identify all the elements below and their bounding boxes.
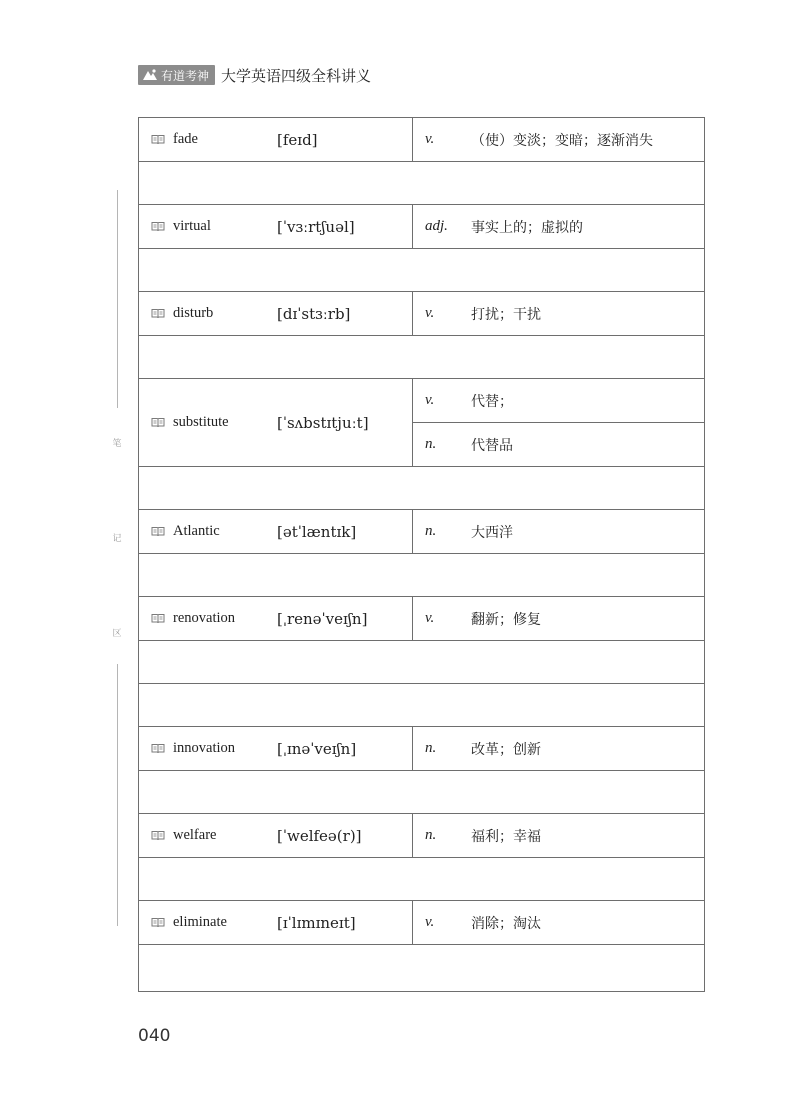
vocab-entry-row — [139, 597, 705, 641]
note-cell — [139, 641, 705, 684]
book-icon — [151, 221, 165, 232]
book-icon — [151, 743, 165, 754]
meaning: 代替； — [471, 393, 513, 410]
note-row — [139, 162, 705, 205]
word-cell — [139, 205, 413, 249]
note-cell — [139, 554, 705, 597]
meaning: 打扰；干扰 — [471, 306, 541, 323]
headword: virtual — [173, 218, 211, 234]
part-of-speech: v. — [425, 131, 435, 147]
part-of-speech: v. — [425, 914, 435, 930]
vocab-table — [138, 117, 705, 992]
definition-cell — [413, 292, 705, 336]
note-row — [139, 771, 705, 814]
book-icon — [151, 613, 165, 624]
part-of-speech: adj. — [425, 218, 448, 234]
definition-cell — [413, 901, 705, 945]
headword: substitute — [173, 414, 229, 430]
meaning: 大西洋 — [471, 524, 513, 541]
part-of-speech: v. — [425, 392, 435, 408]
definition-cell — [413, 510, 705, 554]
note-row — [139, 945, 705, 992]
meaning: 改革；创新 — [471, 741, 541, 758]
vocab-entry-row — [139, 727, 705, 771]
word-cell — [139, 814, 413, 858]
meaning: （使）变淡；变暗；逐渐消失 — [471, 132, 653, 149]
note-cell — [139, 336, 705, 379]
definition-cell — [413, 727, 705, 771]
word-cell — [139, 118, 413, 162]
definition-cell — [413, 814, 705, 858]
note-row — [139, 554, 705, 597]
phonetic: [ˈvɜːrtʃuəl] — [277, 217, 355, 236]
note-row — [139, 249, 705, 292]
vocab-entry-row — [139, 901, 705, 945]
word-cell — [139, 727, 413, 771]
headword: renovation — [173, 610, 236, 626]
book-icon — [151, 830, 165, 841]
note-cell — [139, 467, 705, 510]
note-row — [139, 858, 705, 901]
headword: fade — [173, 131, 198, 147]
phonetic: [dɪˈstɜːrb] — [277, 304, 351, 323]
definition-cell — [413, 118, 705, 162]
headword: Atlantic — [173, 523, 220, 539]
meaning: 消除；淘汰 — [471, 915, 541, 932]
note-cell — [139, 162, 705, 205]
vocab-entry-row — [139, 814, 705, 858]
meaning: 代替品 — [471, 437, 513, 454]
margin-note-char: 笔 — [112, 439, 122, 449]
phonetic: [ˌɪnəˈveɪʃn] — [277, 739, 357, 758]
note-row — [139, 336, 705, 379]
phonetic: [ɪˈlɪmɪneɪt] — [277, 913, 356, 932]
part-of-speech: v. — [425, 305, 435, 321]
book-icon — [151, 417, 165, 428]
note-row — [139, 641, 705, 684]
note-cell — [139, 771, 705, 814]
book-icon — [151, 526, 165, 537]
part-of-speech: n. — [425, 740, 437, 756]
page-header — [138, 64, 371, 86]
vocab-entry-row — [139, 292, 705, 336]
meaning: 福利；幸福 — [471, 828, 541, 845]
note-cell — [139, 945, 705, 992]
margin-note-char: 区 — [112, 629, 122, 639]
headword: welfare — [173, 827, 217, 843]
margin-divider-top — [117, 190, 118, 408]
word-cell — [139, 379, 413, 467]
note-cell — [139, 249, 705, 292]
meaning: 翻新；修复 — [471, 611, 541, 628]
book-icon — [151, 308, 165, 319]
note-cell — [139, 858, 705, 901]
book-icon — [151, 917, 165, 928]
definition-cell — [413, 379, 705, 423]
part-of-speech: n. — [425, 523, 437, 539]
margin-note-char: 记 — [112, 534, 122, 544]
definition-cell — [413, 423, 705, 467]
vocab-entry-row — [139, 510, 705, 554]
part-of-speech: v. — [425, 610, 435, 626]
phonetic: [ˌrenəˈveɪʃn] — [277, 609, 368, 628]
headword: eliminate — [173, 914, 227, 930]
vocab-entry-row — [139, 118, 705, 162]
vocab-entry-row — [139, 205, 705, 249]
phonetic: [feɪd] — [277, 130, 318, 149]
brand-name: 有道考神 — [161, 68, 210, 83]
word-cell — [139, 510, 413, 554]
definition-cell — [413, 597, 705, 641]
note-cell — [139, 684, 705, 727]
phonetic: [ˈsʌbstɪtjuːt] — [277, 413, 369, 432]
definition-cell — [413, 205, 705, 249]
vocab-entry-row — [139, 379, 705, 423]
note-row — [139, 467, 705, 510]
meaning: 事实上的；虚拟的 — [471, 219, 583, 236]
headword: disturb — [173, 305, 214, 321]
word-cell — [139, 901, 413, 945]
book-title: 大学英语四级全科讲义 — [221, 66, 372, 85]
page-number: 040 — [138, 1026, 171, 1046]
word-cell — [139, 597, 413, 641]
note-row — [139, 684, 705, 727]
brand-logo — [138, 65, 215, 85]
part-of-speech: n. — [425, 436, 437, 452]
phonetic: [ətˈlæntɪk] — [277, 522, 357, 541]
book-icon — [151, 134, 165, 145]
part-of-speech: n. — [425, 827, 437, 843]
margin-divider-bottom — [117, 664, 118, 926]
headword: innovation — [173, 740, 236, 756]
brand-mark-icon — [142, 68, 158, 82]
word-cell — [139, 292, 413, 336]
phonetic: [ˈwelfeə(r)] — [277, 826, 362, 845]
